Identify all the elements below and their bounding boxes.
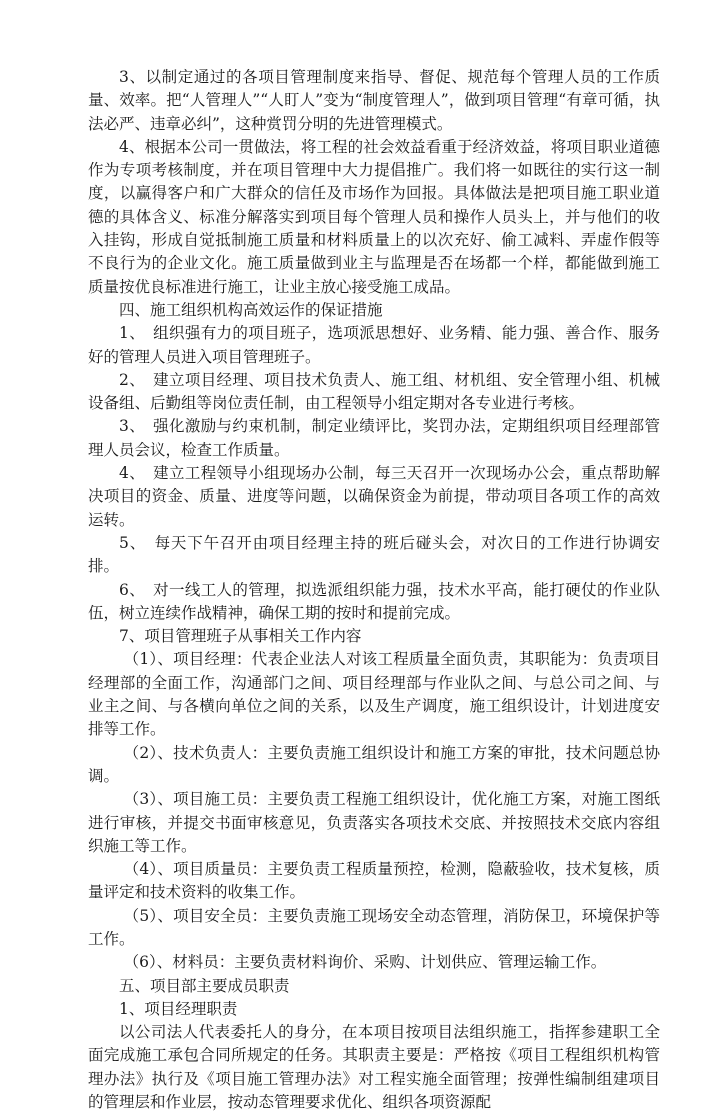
- role-materials-officer: （6）、材料员：主要负责材料询价、采购、计划供应、管理运输工作。: [123, 953, 607, 972]
- paragraph-item-3: 3、以制定通过的各项目管理制度来指导、督促、规范每个管理人员的工作质量、效率。把“人管理人”“人盯人”变为“制度管理人”，做到项目管理“有章可循，执法必严、违章必纠”，这种赏罚分明的先进管理模式。: [88, 68, 660, 133]
- role-technical-lead: （2）、技术负责人：主要负责施工组织设计和施工方案的审批，技术问题总协调。: [88, 743, 660, 785]
- role-project-manager: （1）、项目经理：代表企业法人对该工程质量全面负责，其职能为：负责项目经理部的全面工作，沟通部门之间、项目经理部与作业队之间、与总公司之间、与业主之间、与各横向单位之间的关系，以及生产调度，施工组织设计，计划进度安排等工作。: [88, 650, 660, 739]
- subsection-heading-1: 1、项目经理职责: [119, 999, 238, 1018]
- role-quality-officer: （4）、项目质量员：主要负责工程质量预控，检测，隐蔽验收，技术复核，质量评定和技术资料的收集工作。: [88, 860, 660, 902]
- subsection-heading-7: 7、项目管理班子从事相关工作内容: [119, 627, 362, 646]
- document-page: [88, 66, 660, 1114]
- section-heading-5: 五、项目部主要成员职责: [119, 976, 290, 995]
- measure-item-4: 4、 建立工程领导小组现场办公制，每三天召开一次现场办公会，重点帮助解决项目的资金、质量、进度等问题，以确保资金为前提，带动项目各项工作的高效运转。: [88, 464, 660, 529]
- measure-item-5: 5、 每天下午召开由项目经理主持的班后碰头会，对次日的工作进行协调安排。: [88, 533, 660, 576]
- measure-item-2: 2、 建立项目经理、项目技术负责人、施工组、材机组、安全管理小组、机械设备组、后勤组等岗位责任制，由工程领导小组定期对各专业进行考核。: [88, 370, 660, 413]
- measure-item-6: 6、 对一线工人的管理，拟选派组织能力强，技术水平高，能打硬仗的作业队伍，树立连续作战精神，确保工期的按时和提前完成。: [88, 580, 660, 622]
- paragraph-manager-duties: 以公司法人代表委托人的身分，在本项目按项目法组织施工，指挥参建职工全面完成施工承包合同所规定的任务。其职责主要是：严格按《项目工程组织机构管理办法》执行及《项目施工管理办法》对工程实施全面管理；按弹性编制组建项目的管理层和作业层，按动态管理要求优化、组织各项资源配: [88, 1023, 660, 1112]
- section-heading-4: 四、施工组织机构高效运作的保证措施: [119, 300, 383, 319]
- role-safety-officer: （5）、项目安全员：主要负责施工现场安全动态管理，消防保卫，环境保护等工作。: [88, 906, 660, 948]
- role-construction-officer: （3）、项目施工员：主要负责工程施工组织设计，优化施工方案，对施工图纸进行审核，并提交书面审核意见，负责落实各项技术交底、并按照技术交底内容组织施工等工作。: [88, 790, 660, 855]
- paragraph-item-4: 4、根据本公司一贯做法，将工程的社会效益看重于经济效益，将项目职业道德作为专项考核制度，并在项目管理中大力提倡推广。我们将一如既往的实行这一制度，以赢得客户和广大群众的信任及市场作为回报。具体做法是把项目施工职业道德的具体含义、标准分解落实到项目每个管理人员和操作人员头上，并与他们的收入挂钩，形成自觉抵制施工质量和材料质量上的以次充好、偷工减料、弄虚作假等不良行为的企业文化。施工质量做到业主与监理是否在场都一个样，都能做到施工质量按优良标准进行施工，让业主放心接受施工成品。: [88, 137, 660, 296]
- measure-item-1: 1、 组织强有力的项目班子，选项派思想好、业务精、能力强、善合作、服务好的管理人员进入项目管理班子。: [88, 324, 660, 366]
- measure-item-3: 3、 强化激励与约束机制，制定业绩评比，奖罚办法，定期组织项目经理部管理人员会议，检查工作质量。: [88, 417, 660, 459]
